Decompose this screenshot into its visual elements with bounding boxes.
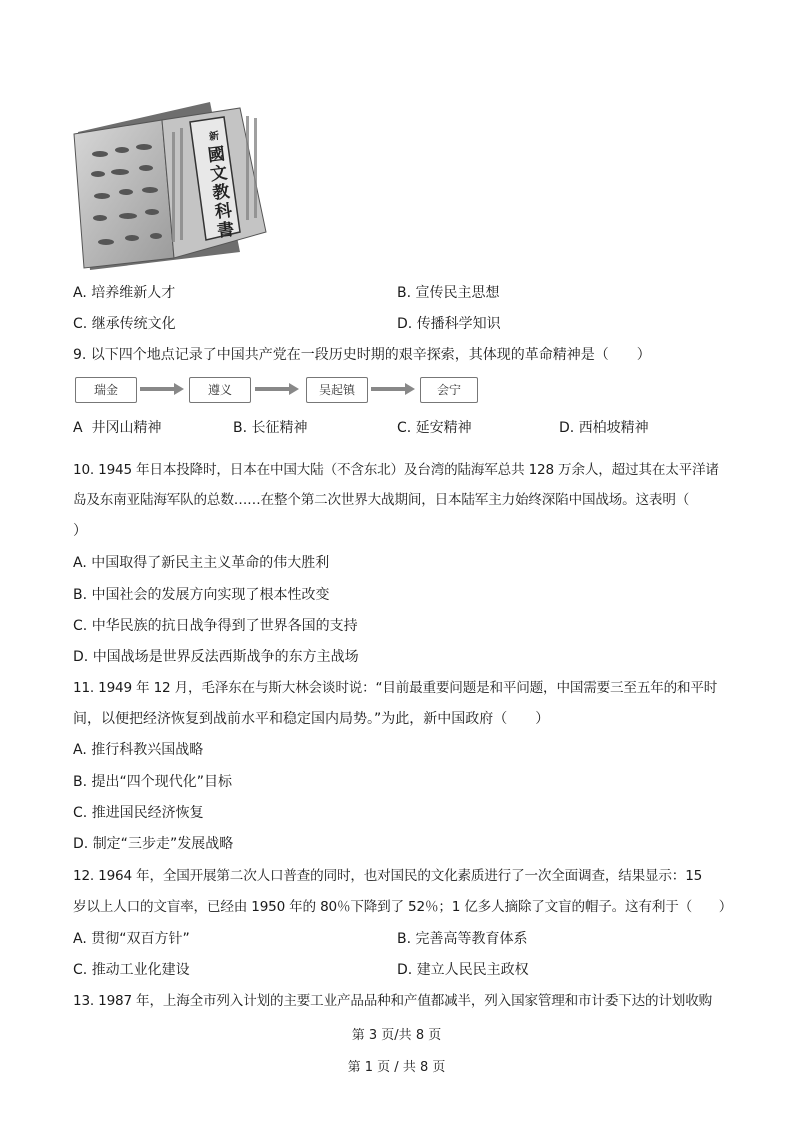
q11-option-b: B. 提出“四个现代化”目标 [73,774,233,790]
book-title-char: 國 [206,144,227,167]
q8-option-a: A. 培养维新人才 [73,285,176,301]
textbook-photo-icon [70,92,270,272]
q12-option-b: B. 完善高等教育体系 [397,931,528,947]
q9-option-d: D. 西柏坡精神 [559,420,649,436]
page-footer-outer: 第 1 页 / 共 8 页 [347,1060,446,1075]
book-title-char: 科 [213,200,234,223]
q8-option-c: C. 继承传统文化 [73,316,176,332]
q11-stem-line1: 11. 1949 年 12 月，毛泽东在与斯大林会谈时说：“目前最重要问题是和平问题，中国需要三至五年的和平时 [73,680,718,696]
q11-option-a: A. 推行科教兴国战略 [73,742,204,758]
q12-stem-line2: 岁以上人口的文盲率，已经由 1950 年的 80％下降到了 52％；1 亿多人摘除了文盲的帽子。这有利于（ ） [73,899,733,915]
arrow-right-icon [255,383,299,395]
q9-option-b: B. 长征精神 [233,420,308,436]
arrow-right-icon [140,383,184,395]
book-title-char: 書 [216,219,236,242]
flow-box-wuqizhen: 吴起镇 [306,377,368,403]
flow-box-ruijin: 瑞金 [75,377,137,403]
q8-option-d: D. 传播科学知识 [397,316,501,332]
flow-box-huining: 会宁 [420,377,478,403]
q9-stem: 9. 以下四个地点记录了中国共产党在一段历史时期的艰辛探索，其体现的革命精神是（ ） [73,347,651,363]
textbook-illustration [70,92,270,272]
q9-option-c: C. 延安精神 [397,420,472,436]
q10-stem-line2: 岛及东南亚陆海军队的总数……在整个第二次世界大战期间，日本陆军主力始终深陷中国战场。这表明（ [73,492,690,508]
q10-option-a: A. 中国取得了新民主主义革命的伟大胜利 [73,555,330,571]
book-title-char: 新 [208,130,220,143]
q11-option-c: C. 推进国民经济恢复 [73,805,204,821]
book-title-char: 文 [209,163,229,186]
arrow-right-icon [371,383,415,395]
q12-option-c: C. 推动工业化建设 [73,962,190,978]
q10-stem-line1: 10. 1945 年日本投降时，日本在中国大陆（不含东北）及台湾的陆海军总共 128 万余人，超过其在太平洋诸 [73,462,719,478]
q11-option-d: D. 制定“三步走”发展战略 [73,836,234,852]
q10-stem-line3: ） [73,523,87,539]
q9-option-a: A 井冈山精神 [73,420,162,436]
q12-stem-line1: 12. 1964 年，全国开展第二次人口普查的同时，也对国民的文化素质进行了一次全面调查，结果显示：15 [73,868,703,884]
q10-option-b: B. 中国社会的发展方向实现了根本性改变 [73,587,330,603]
q10-option-d: D. 中国战场是世界反法西斯战争的东方主战场 [73,649,359,665]
q13-stem-line1: 13. 1987 年，上海全市列入计划的主要工业产品品种和产值都减半，列入国家管理和市计委下达的计划收购 [73,993,712,1009]
q10-option-c: C. 中华民族的抗日战争得到了世界各国的支持 [73,618,358,634]
q12-option-a: A. 贯彻“双百方针” [73,931,190,947]
flow-box-zunyi: 遵义 [189,377,251,403]
q12-option-d: D. 建立人民民主政权 [397,962,529,978]
book-title-char: 教 [211,181,231,204]
q8-option-b: B. 宣传民主思想 [397,285,500,301]
page-footer-inner: 第 3 页/共 8 页 [351,1028,442,1043]
q11-stem-line2: 间，以便把经济恢复到战前水平和稳定国内局势。”为此，新中国政府（ ） [73,711,550,727]
